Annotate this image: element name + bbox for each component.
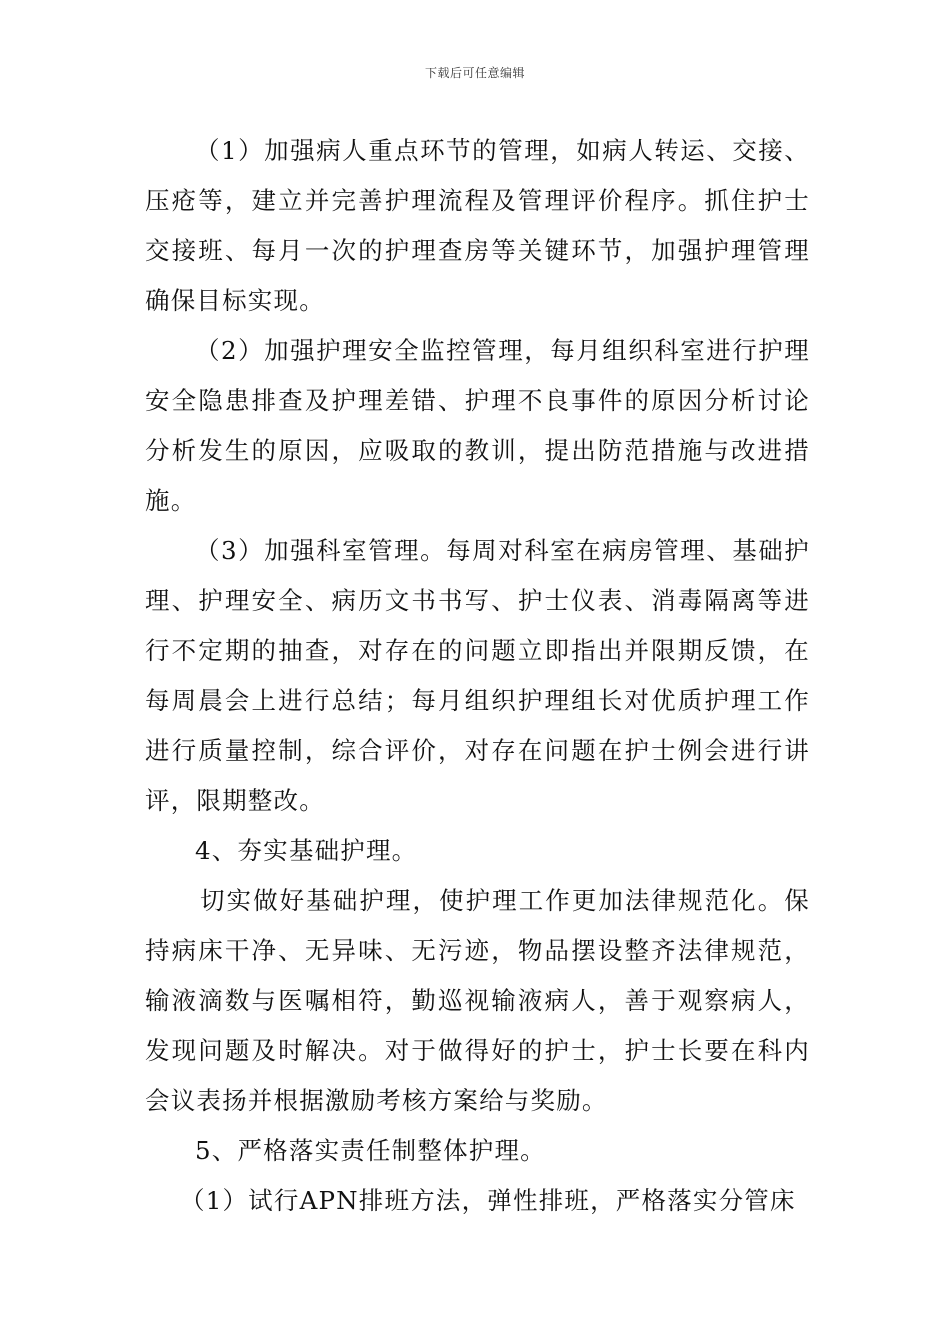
paragraph-6: 5、严格落实责任制整体护理。 bbox=[195, 1136, 546, 1165]
paragraph-5: 切实做好基础护理，使护理工作更加法律规范化。保持病床干净、无异味、无污迹，物品摆设整齐法律规范，输液滴数与医嘱相符，勤巡视输液病人，善于观察病人，发现问题及时解决。对于做得好的护士，护士长要在科内会议表扬并根据激励考核方案给与奖励。 bbox=[145, 886, 810, 1115]
body-text bbox=[145, 126, 810, 1226]
paragraph-2: （2）加强护理安全监控管理，每月组织科室进行护理安全隐患排查及护理差错、护理不良事件的原因分析讨论分析发生的原因，应吸取的教训，提出防范措施与改进措施。 bbox=[145, 336, 810, 515]
header-note: 下载后可任意编辑 bbox=[424, 66, 525, 80]
paragraph-1: （1）加强病人重点环节的管理，如病人转运、交接、压疮等，建立并完善护理流程及管理评价程序。抓住护士交接班、每月一次的护理查房等关键环节，加强护理管理确保目标实现。 bbox=[145, 136, 810, 315]
paragraph-3: （3）加强科室管理。每周对科室在病房管理、基础护理、护理安全、病历文书书写、护士仪表、消毒隔离等进行不定期的抽查，对存在的问题立即指出并限期反馈，在每周晨会上进行总结；每月组织护理组长对优质护理工作进行质量控制，综合评价，对存在问题在护士例会进行讲评，限期整改。 bbox=[145, 536, 810, 815]
paragraph-7: （1）试行APN排班方法，弹性排班，严格落实分管床 bbox=[180, 1186, 796, 1215]
paragraph-4: 4、夯实基础护理。 bbox=[195, 836, 418, 865]
